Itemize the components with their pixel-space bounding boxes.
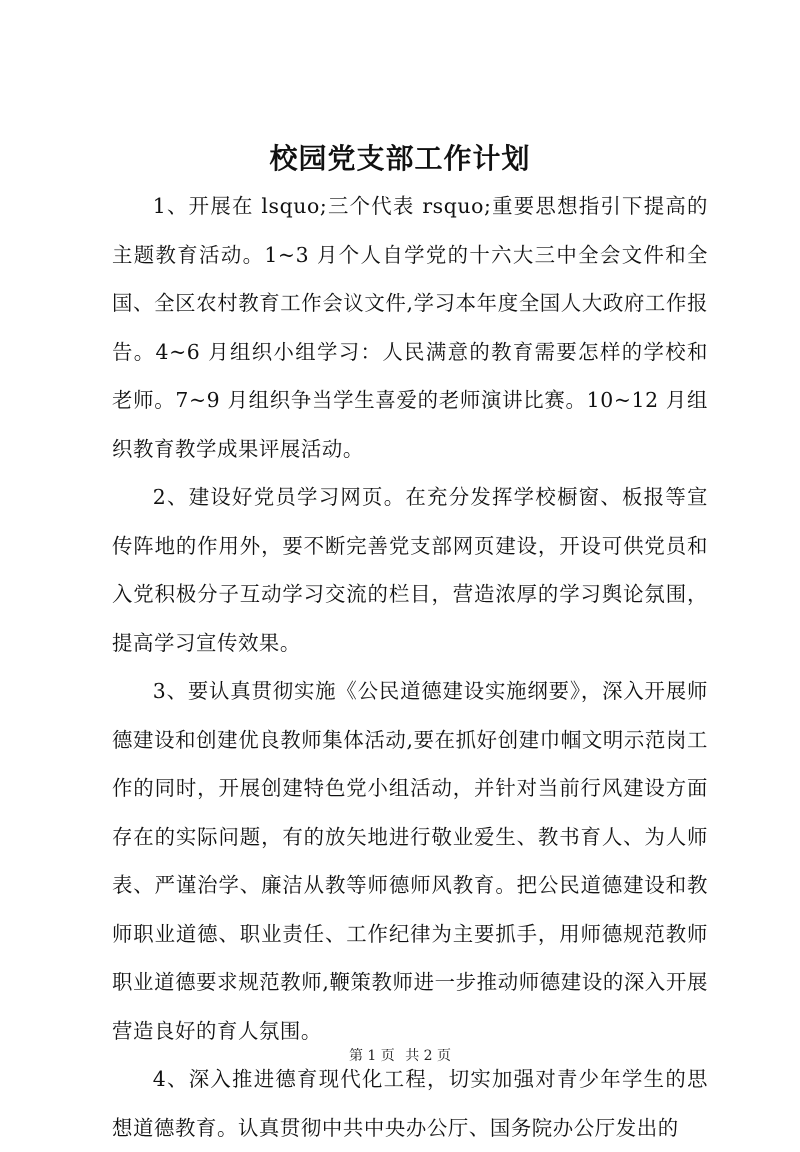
paragraph-2: [112, 473, 708, 667]
paragraph-3: [112, 667, 708, 1055]
paragraph-text: 2、建设好党员学习网页。在充分发挥学校橱窗、板报等宣传阵地的作用外，要不断完善党支部网页建设，开设可供党员和入党积极分子互动学习交流的栏目，营造浓厚的学习舆论氛围，提高学习宣传效果。: [112, 485, 708, 655]
paragraph-4: [112, 1055, 708, 1152]
page-total: 共 2 页: [405, 1048, 452, 1064]
page-footer: [0, 1046, 800, 1066]
paragraph-text: 4、深入推进德育现代化工程，切实加强对青少年学生的思想道德教育。认真贯彻中共中央办公厅、国务院办公厅发出的: [112, 1067, 708, 1140]
document-body: [112, 182, 708, 1152]
paragraph-1: [112, 182, 708, 473]
paragraph-text: 1、开展在 lsquo;三个代表 rsquo;重要思想指引下提高的主题教育活动。1~3 月个人自学党的十六大三中全会文件和全国、全区农村教育工作会议文件,学习本年度全国人大政府工作报告。4~6 月组织小组学习：人民满意的教育需要怎样的学校和老师。7~9 月组织争当学生喜爱的老师演讲比赛。10~12 月组织教育教学成果评展活动。: [112, 194, 708, 461]
page-number: 第 1 页: [348, 1048, 395, 1064]
paragraph-text: 3、要认真贯彻实施《公民道德建设实施纲要》，深入开展师德建设和创建优良教师集体活动,要在抓好创建巾帼文明示范岗工作的同时，开展创建特色党小组活动，并针对当前行风建设方面存在的实际问题，有的放矢地进行敬业爱生、教书育人、为人师表、严谨治学、廉洁从教等师德师风教育。把公民道德建设和教师职业道德、职业责任、工作纪律为主要抓手，用师德规范教师职业道德要求规范教师,鞭策教师进一步推动师德建设的深入开展营造良好的育人氛围。: [112, 679, 708, 1043]
document-title: 校园党支部工作计划: [269, 142, 531, 175]
